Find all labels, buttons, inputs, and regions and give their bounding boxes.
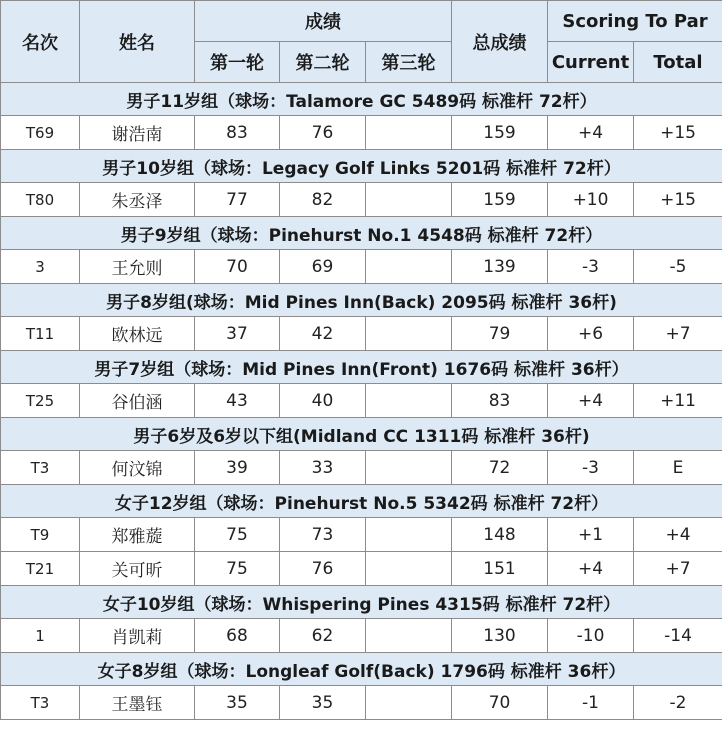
total-par-cell: +7 (634, 552, 722, 586)
current-par-cell: +4 (548, 384, 634, 418)
group-title: 男子7岁组（球场：Mid Pines Inn(Front) 1676码 标准杆 36杆） (1, 351, 722, 384)
round-3-cell (366, 451, 452, 485)
table-row (1, 619, 722, 653)
group-header-row (1, 284, 722, 317)
total-score-cell: 72 (452, 451, 548, 485)
table-body (1, 83, 722, 720)
header-round-3: 第三轮 (366, 42, 452, 83)
header-round-1: 第一轮 (195, 42, 280, 83)
current-par-cell: -3 (548, 451, 634, 485)
round-1-cell: 75 (195, 518, 280, 552)
round-1-cell: 35 (195, 686, 280, 720)
round-2-cell: 76 (280, 116, 366, 150)
current-par-cell: +6 (548, 317, 634, 351)
current-par-cell: +4 (548, 116, 634, 150)
header-scoring-to-par: Scoring To Par (548, 1, 722, 42)
rank-cell: T11 (1, 317, 80, 351)
total-par-cell: -2 (634, 686, 722, 720)
rank-cell: 3 (1, 250, 80, 284)
group-header-row (1, 653, 722, 686)
group-title: 男子10岁组（球场：Legacy Golf Links 5201码 标准杆 72杆） (1, 150, 722, 183)
total-par-cell: +11 (634, 384, 722, 418)
group-header-row (1, 418, 722, 451)
rank-cell: T3 (1, 451, 80, 485)
header-row-1 (1, 1, 722, 42)
total-par-cell: +15 (634, 183, 722, 217)
table-row (1, 250, 722, 284)
current-par-cell: +1 (548, 518, 634, 552)
round-1-cell: 70 (195, 250, 280, 284)
total-par-cell: E (634, 451, 722, 485)
name-cell: 肖凯莉 (80, 619, 195, 653)
rank-cell: T9 (1, 518, 80, 552)
group-header-row (1, 485, 722, 518)
total-score-cell: 151 (452, 552, 548, 586)
total-par-cell: +7 (634, 317, 722, 351)
total-score-cell: 148 (452, 518, 548, 552)
group-title: 女子10岁组（球场：Whispering Pines 4315码 标准杆 72杆） (1, 586, 722, 619)
group-header-row (1, 150, 722, 183)
round-2-cell: 76 (280, 552, 366, 586)
round-2-cell: 35 (280, 686, 366, 720)
round-3-cell (366, 686, 452, 720)
header-round-2: 第二轮 (280, 42, 366, 83)
round-2-cell: 73 (280, 518, 366, 552)
round-1-cell: 68 (195, 619, 280, 653)
total-score-cell: 70 (452, 686, 548, 720)
round-2-cell: 33 (280, 451, 366, 485)
group-header-row (1, 351, 722, 384)
group-title: 女子8岁组（球场：Longleaf Golf(Back) 1796码 标准杆 36杆） (1, 653, 722, 686)
rank-cell: T3 (1, 686, 80, 720)
header-scores: 成绩 (195, 1, 452, 42)
round-3-cell (366, 552, 452, 586)
round-1-cell: 75 (195, 552, 280, 586)
current-par-cell: +4 (548, 552, 634, 586)
round-1-cell: 43 (195, 384, 280, 418)
round-2-cell: 62 (280, 619, 366, 653)
round-3-cell (366, 619, 452, 653)
rank-cell: T69 (1, 116, 80, 150)
name-cell: 朱丞泽 (80, 183, 195, 217)
name-cell: 王墨钰 (80, 686, 195, 720)
rank-cell: T21 (1, 552, 80, 586)
name-cell: 谷伯涵 (80, 384, 195, 418)
table-row (1, 518, 722, 552)
total-score-cell: 83 (452, 384, 548, 418)
round-3-cell (366, 250, 452, 284)
name-cell: 王允则 (80, 250, 195, 284)
header-total-score: 总成绩 (452, 1, 548, 83)
round-2-cell: 82 (280, 183, 366, 217)
current-par-cell: +10 (548, 183, 634, 217)
table-row (1, 116, 722, 150)
round-1-cell: 77 (195, 183, 280, 217)
rank-cell: 1 (1, 619, 80, 653)
round-1-cell: 83 (195, 116, 280, 150)
round-3-cell (366, 384, 452, 418)
total-par-cell: -14 (634, 619, 722, 653)
round-3-cell (366, 317, 452, 351)
name-cell: 何汶锦 (80, 451, 195, 485)
group-title: 男子9岁组（球场：Pinehurst No.1 4548码 标准杆 72杆） (1, 217, 722, 250)
round-2-cell: 40 (280, 384, 366, 418)
table-row (1, 183, 722, 217)
round-2-cell: 42 (280, 317, 366, 351)
group-title: 男子8岁组(球场：Mid Pines Inn(Back) 2095码 标准杆 36杆) (1, 284, 722, 317)
total-par-cell: +15 (634, 116, 722, 150)
header-name: 姓名 (80, 1, 195, 83)
table-row (1, 384, 722, 418)
current-par-cell: -1 (548, 686, 634, 720)
table-row (1, 686, 722, 720)
header-rank: 名次 (1, 1, 80, 83)
group-title: 女子12岁组（球场：Pinehurst No.5 5342码 标准杆 72杆） (1, 485, 722, 518)
total-score-cell: 130 (452, 619, 548, 653)
current-par-cell: -3 (548, 250, 634, 284)
round-1-cell: 39 (195, 451, 280, 485)
total-score-cell: 159 (452, 116, 548, 150)
header-current: Current (548, 42, 634, 83)
name-cell: 郑雅蔙 (80, 518, 195, 552)
round-3-cell (366, 183, 452, 217)
group-header-row (1, 217, 722, 250)
table-row (1, 317, 722, 351)
current-par-cell: -10 (548, 619, 634, 653)
total-par-cell: +4 (634, 518, 722, 552)
header-total: Total (634, 42, 722, 83)
round-3-cell (366, 116, 452, 150)
table-row (1, 451, 722, 485)
group-header-row (1, 586, 722, 619)
name-cell: 谢浩南 (80, 116, 195, 150)
round-2-cell: 69 (280, 250, 366, 284)
rank-cell: T80 (1, 183, 80, 217)
total-par-cell: -5 (634, 250, 722, 284)
table-row (1, 552, 722, 586)
total-score-cell: 159 (452, 183, 548, 217)
name-cell: 关可昕 (80, 552, 195, 586)
total-score-cell: 79 (452, 317, 548, 351)
name-cell: 欧林远 (80, 317, 195, 351)
round-3-cell (366, 518, 452, 552)
group-title: 男子11岁组（球场：Talamore GC 5489码 标准杆 72杆） (1, 83, 722, 116)
group-header-row (1, 83, 722, 116)
round-1-cell: 37 (195, 317, 280, 351)
group-title: 男子6岁及6岁以下组(Midland CC 1311码 标准杆 36杆) (1, 418, 722, 451)
rank-cell: T25 (1, 384, 80, 418)
total-score-cell: 139 (452, 250, 548, 284)
